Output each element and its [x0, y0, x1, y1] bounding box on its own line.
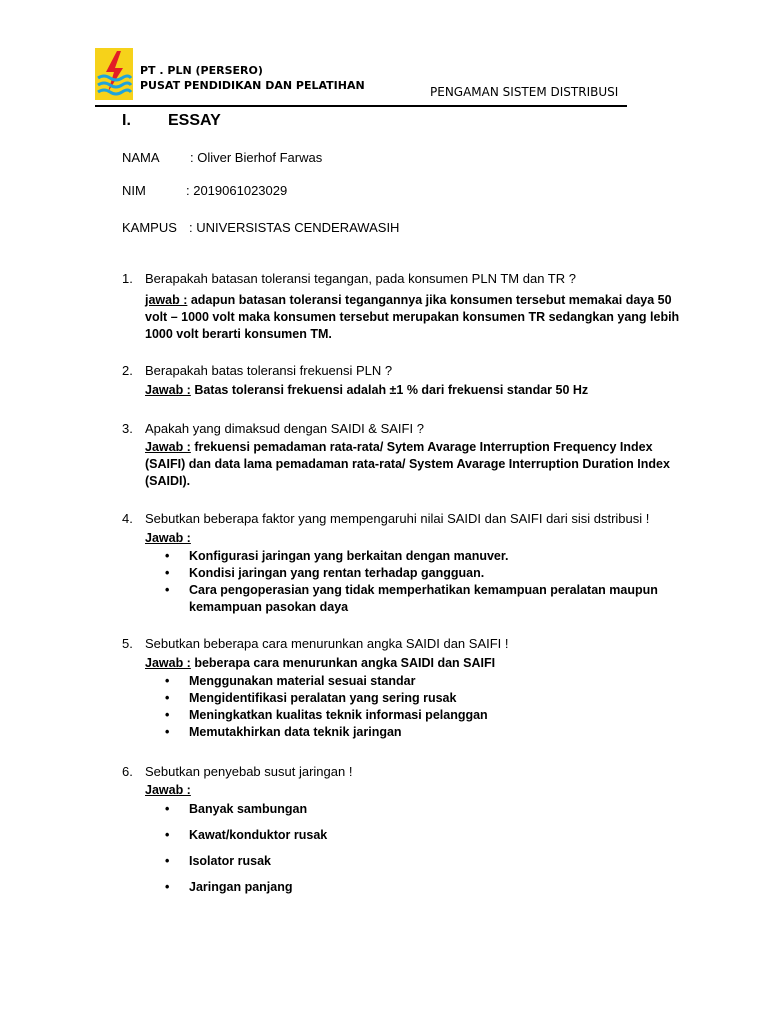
answer-text: adapun batasan toleransi tegangannya jika konsumen tersebut memakai daya 50 volt – 1000 volt maka konsumen tersebut merupakan konsumen TR sedangkan yang lebih 1000 volt berarti konsumen TM. — [145, 293, 680, 341]
header-divider — [95, 105, 627, 107]
list-item-text: Jaringan panjang — [189, 880, 293, 894]
answer-label: Jawab : — [145, 440, 191, 454]
answer-list — [165, 548, 685, 616]
question-number: 3. — [122, 421, 133, 436]
list-item — [165, 801, 685, 818]
organization-division: PUSAT PENDIDIKAN DAN PELATIHAN — [140, 79, 365, 92]
bullet-icon: • — [165, 583, 170, 597]
question-text: Sebutkan penyebab susut jaringan ! — [145, 764, 353, 779]
question-number: 6. — [122, 764, 133, 779]
list-item-text: Isolator rusak — [189, 854, 271, 868]
list-item-text: Cara pengoperasian yang tidak memperhatikan kemampuan peralatan maupun kemampuan pasokan daya — [189, 583, 658, 614]
answer-block — [145, 782, 685, 799]
nama-value: : Oliver Bierhof Farwas — [190, 150, 323, 165]
list-item — [165, 673, 685, 690]
bullet-icon: • — [165, 708, 170, 722]
list-item — [165, 565, 685, 582]
list-item — [165, 548, 685, 565]
bullet-icon: • — [165, 880, 170, 894]
question-text: Sebutkan beberapa faktor yang mempengaruhi nilai SAIDI dan SAIFI dari sisi dstribusi ! — [145, 511, 650, 526]
list-item-text: Menggunakan material sesuai standar — [189, 674, 416, 688]
bullet-icon: • — [165, 549, 170, 563]
answer-block — [145, 292, 685, 343]
question-text: Berapakah batasan toleransi tegangan, pada konsumen PLN TM dan TR ? — [145, 271, 576, 286]
answer-list — [165, 801, 685, 896]
answer-text: beberapa cara menurunkan angka SAIDI dan SAIFI — [190, 656, 496, 670]
document-title: PENGAMAN SISTEM DISTRIBUSI — [430, 85, 619, 99]
list-item-text: Kawat/konduktor rusak — [189, 828, 328, 842]
list-item-text: Banyak sambungan — [189, 802, 308, 816]
pln-logo-icon — [95, 48, 133, 100]
answer-label: Jawab : — [145, 656, 191, 670]
answer-list — [165, 673, 685, 741]
bullet-icon: • — [165, 674, 170, 688]
nim-value: : 2019061023029 — [186, 183, 288, 198]
bullet-icon: • — [165, 828, 170, 842]
section-title: ESSAY — [168, 112, 221, 129]
question-number: 2. — [122, 363, 133, 378]
answer-text: frekuensi pemadaman rata-rata/ Sytem Avarage Interruption Frequency Index (SAIFI) dan data lama pemadaman rata-rata/ System Avarage Interruption Duration Index (SAIDI). — [145, 440, 670, 488]
bullet-icon: • — [165, 566, 170, 580]
answer-block — [145, 530, 685, 547]
kampus-value: : UNIVERSISTAS CENDERAWASIH — [189, 220, 400, 235]
nama-label: NAMA — [122, 150, 160, 165]
answer-block — [145, 382, 685, 399]
answer-label: Jawab : — [145, 783, 191, 797]
list-item-text: Mengidentifikasi peralatan yang sering rusak — [189, 691, 457, 705]
list-item — [165, 724, 685, 741]
list-item — [165, 690, 685, 707]
bullet-icon: • — [165, 802, 170, 816]
bullet-icon: • — [165, 854, 170, 868]
question-text: Sebutkan beberapa cara menurunkan angka SAIDI dan SAIFI ! — [145, 636, 509, 651]
list-item-text: Memutakhirkan data teknik jaringan — [189, 725, 402, 739]
list-item-text: Konfigurasi jaringan yang berkaitan dengan manuver. — [189, 549, 509, 563]
question-number: 1. — [122, 271, 133, 286]
question-number: 5. — [122, 636, 133, 651]
answer-text: Batas toleransi frekuensi adalah ±1 % dari frekuensi standar 50 Hz — [190, 383, 589, 397]
question-text: Apakah yang dimaksud dengan SAIDI & SAIFI ? — [145, 421, 424, 436]
list-item — [165, 582, 685, 616]
answer-label: Jawab : — [145, 531, 191, 545]
answer-block — [145, 655, 685, 672]
question-number: 4. — [122, 511, 133, 526]
bullet-icon: • — [165, 691, 170, 705]
section-number: I. — [122, 112, 131, 129]
answer-label: Jawab : — [145, 383, 191, 397]
organization-name: PT . PLN (PERSERO) — [140, 64, 263, 77]
answer-block — [145, 439, 685, 490]
list-item — [165, 879, 685, 896]
list-item — [165, 707, 685, 724]
kampus-label: KAMPUS — [122, 220, 177, 235]
answer-label: jawab : — [145, 293, 188, 307]
list-item-text: Meningkatkan kualitas teknik informasi pelanggan — [189, 708, 488, 722]
nim-label: NIM — [122, 183, 146, 198]
bullet-icon: • — [165, 725, 170, 739]
list-item-text: Kondisi jaringan yang rentan terhadap gangguan. — [189, 566, 485, 580]
question-text: Berapakah batas toleransi frekuensi PLN ? — [145, 363, 393, 378]
list-item — [165, 827, 685, 844]
list-item — [165, 853, 685, 870]
